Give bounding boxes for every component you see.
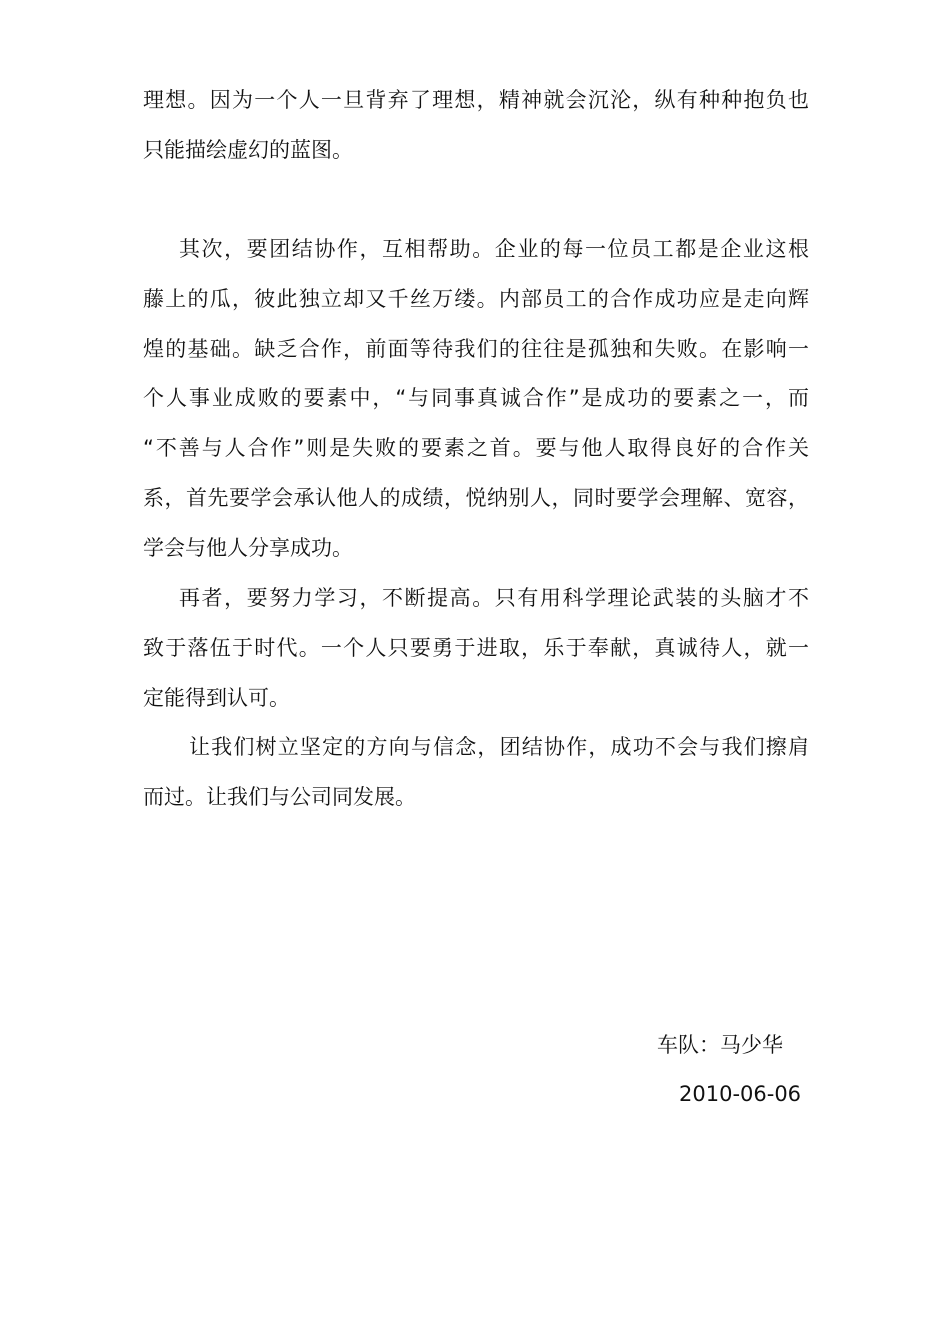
paragraph-line: 系，首先要学会承认他人的成绩，悦纳别人，同时要学会理解、宽容， bbox=[143, 486, 809, 510]
signature-date: 2010-06-06 bbox=[679, 1082, 802, 1106]
paragraph-line: 再者，要努力学习，不断提高。只有用科学理论武装的头脑才不 bbox=[179, 586, 809, 610]
paragraph-line: 个人事业成败的要素中，“与同事真诚合作”是成功的要素之一，而 bbox=[143, 386, 809, 410]
paragraph-line: 藤上的瓜，彼此独立却又千丝万缕。内部员工的合作成功应是走向辉 bbox=[143, 287, 809, 311]
paragraph-line: 致于落伍于时代。一个人只要勇于进取，乐于奉献，真诚待人，就一 bbox=[143, 636, 809, 660]
paragraph-line: 让我们树立坚定的方向与信念，团结协作，成功不会与我们擦肩 bbox=[189, 735, 809, 759]
paragraph-line: 而过。让我们与公司同发展。 bbox=[143, 785, 416, 809]
paragraph-line: 其次，要团结协作，互相帮助。企业的每一位员工都是企业这根 bbox=[179, 237, 809, 261]
paragraph-line: 学会与他人分享成功。 bbox=[143, 536, 353, 560]
paragraph-line: 煌的基础。缺乏合作，前面等待我们的往往是孤独和失败。在影响一 bbox=[143, 337, 809, 361]
paragraph-line: 只能描绘虚幻的蓝图。 bbox=[143, 138, 353, 162]
paragraph-line: “不善与人合作”则是失败的要素之首。要与他人取得良好的合作关 bbox=[143, 436, 809, 460]
paragraph-line: 定能得到认可。 bbox=[143, 686, 290, 710]
paragraph-line: 理想。因为一个人一旦背弃了理想，精神就会沉沦，纵有种种抱负也 bbox=[143, 88, 809, 112]
signature-author: 车队：马少华 bbox=[657, 1033, 783, 1057]
